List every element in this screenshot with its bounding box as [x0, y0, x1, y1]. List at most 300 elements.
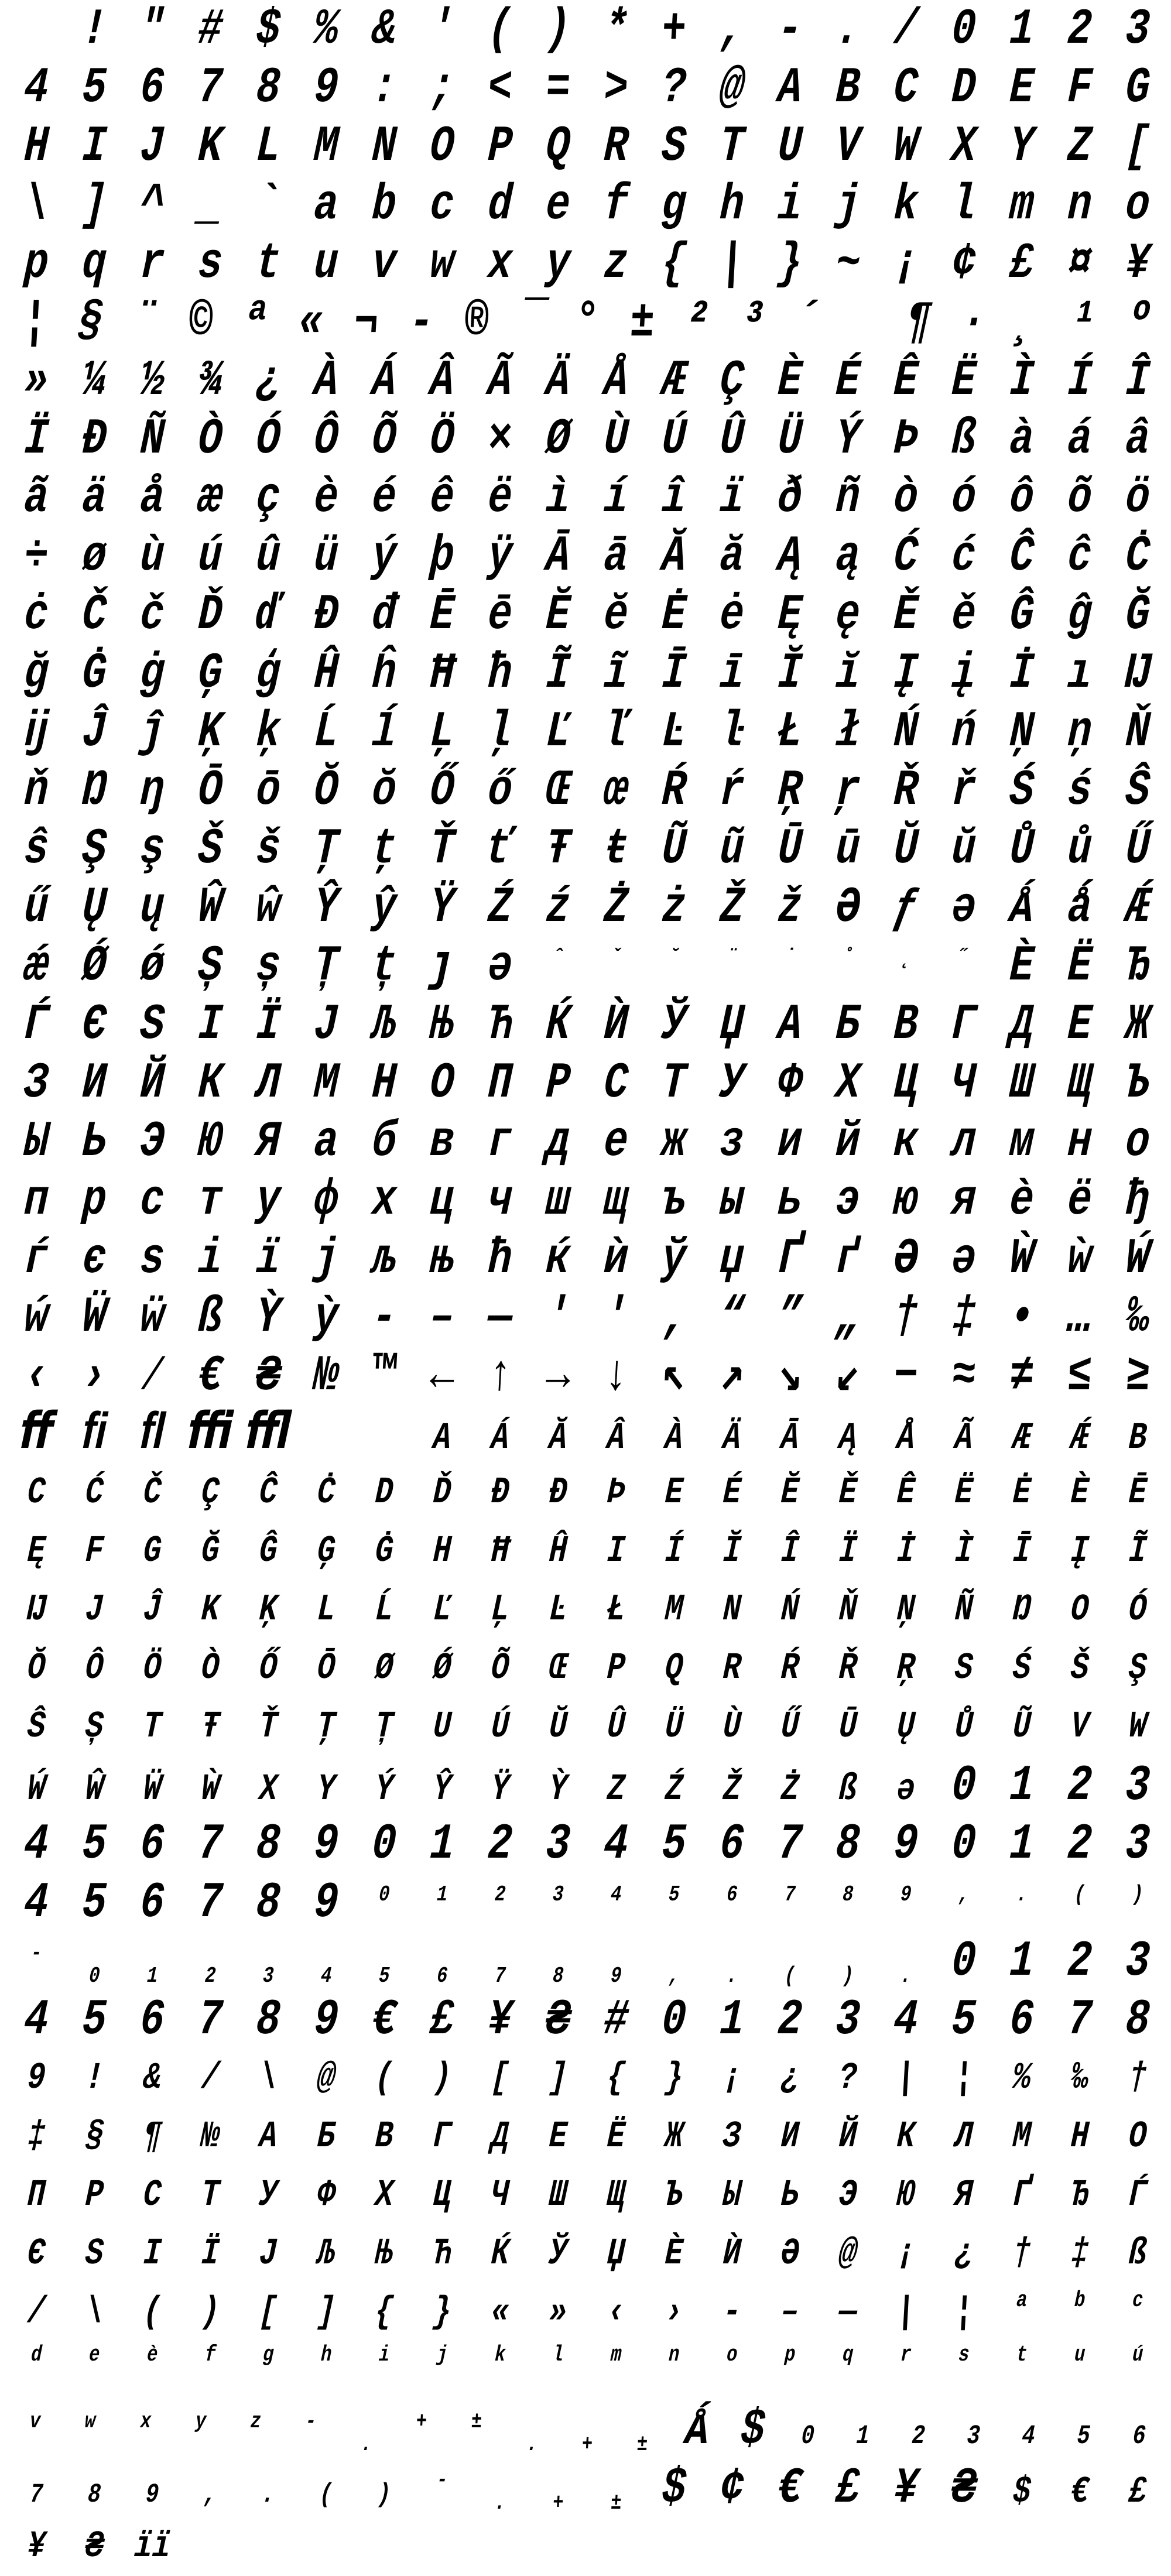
glyph-cell: Ѝ: [721, 2233, 742, 2275]
glyph-cell: ¸: [1015, 293, 1043, 351]
glyph-cell: Ĕ: [544, 586, 572, 643]
glyph-cell: ↙: [834, 1347, 862, 1405]
glyph-cell: Ğ: [200, 1530, 221, 1573]
glyph-cell: ˚: [841, 946, 854, 971]
glyph-cell: ж: [660, 1113, 688, 1170]
glyph-cell: ⁄: [138, 1347, 166, 1405]
glyph-cell: Ц: [432, 2174, 453, 2217]
glyph-cell: G: [1124, 59, 1152, 117]
glyph-cell: İ: [895, 1530, 916, 1573]
glyph-cell: 8: [254, 1815, 282, 1873]
glyph-cell: †: [1127, 2057, 1148, 2099]
glyph-cell: ż: [660, 879, 688, 936]
glyph-cell: ≤: [1066, 1347, 1094, 1405]
glyph-cell: Ó: [1127, 1589, 1148, 1631]
glyph-cell: É: [721, 1472, 742, 1514]
glyph-row: [6, 117, 1165, 176]
glyph-cell: W: [892, 118, 920, 175]
glyph-row: [6, 351, 1165, 410]
glyph-cell: Ŗ: [895, 1647, 916, 1690]
glyph-cell: Ũ: [660, 820, 688, 878]
glyph-cell: д: [544, 1113, 572, 1170]
glyph-cell: U: [432, 1706, 453, 1748]
glyph-cell: S: [660, 118, 688, 175]
glyph-cell: 8: [1124, 1991, 1152, 2049]
glyph-cell: в: [428, 1113, 456, 1170]
glyph-cell: Ō: [196, 762, 224, 819]
glyph-cell: K: [200, 1589, 221, 1631]
glyph-cell: h: [718, 176, 746, 234]
glyph-cell: Ċ: [316, 1472, 337, 1514]
glyph-cell: E: [663, 1472, 684, 1514]
glyph-row: [6, 878, 1165, 937]
glyph-cell: ç: [254, 469, 282, 526]
glyph-cell: Д: [489, 2116, 511, 2158]
glyph-row: [6, 1522, 1165, 1581]
glyph-cell: Ģ: [316, 1530, 337, 1573]
glyph-cell: y: [544, 235, 572, 292]
glyph-cell: Á: [489, 1417, 511, 1460]
glyph-cell: Ñ: [138, 410, 166, 468]
glyph-cell: П: [26, 2174, 47, 2217]
glyph-cell: Â: [428, 352, 456, 409]
glyph-cell: ǻ: [1066, 879, 1094, 936]
glyph-cell: Ш: [547, 2174, 569, 2217]
glyph-cell: Ś: [1008, 762, 1036, 819]
glyph-cell: ‐: [721, 2291, 742, 2334]
glyph-row: [6, 293, 1165, 351]
glyph-cell: э: [834, 1171, 862, 1229]
glyph-cell: ‰: [1124, 1289, 1152, 1346]
glyph-cell: i: [776, 176, 804, 234]
glyph-cell: ↘: [776, 1347, 804, 1405]
glyph-cell: ¦: [953, 2291, 974, 2334]
glyph-cell: r: [138, 235, 166, 292]
glyph-cell: »: [547, 2291, 569, 2334]
glyph-cell: ą: [834, 527, 862, 585]
glyph-cell: ₴: [544, 1991, 572, 2049]
glyph-cell: ı: [1066, 645, 1094, 702]
glyph-cell: |: [718, 235, 746, 292]
glyph-cell: m: [610, 2342, 622, 2368]
glyph-cell: Ĺ: [312, 703, 340, 761]
glyph-cell: Ç: [718, 352, 746, 409]
glyph-cell: s: [957, 2342, 970, 2368]
glyph-cell: Ģ: [196, 645, 224, 702]
glyph-row: [6, 59, 1165, 117]
glyph-cell: Ą: [837, 1417, 858, 1460]
glyph-cell: ~: [834, 235, 862, 292]
glyph-cell: ®: [463, 293, 491, 351]
glyph-cell: ): [544, 1, 572, 58]
glyph-cell: а: [312, 1113, 340, 1170]
glyph-cell: Ļ: [489, 1589, 511, 1631]
glyph-cell: £: [1127, 2471, 1148, 2513]
glyph-cell: №: [312, 1347, 340, 1405]
glyph-cell: ŕ: [718, 762, 746, 819]
glyph-cell: ь: [776, 1171, 804, 1229]
glyph-cell: Ö: [428, 410, 456, 468]
glyph-cell: ↑: [486, 1347, 514, 1405]
glyph-cell: 5: [660, 1815, 688, 1873]
glyph-cell: ¡: [721, 2057, 742, 2099]
glyph-cell: í: [602, 469, 630, 526]
glyph-row: [6, 527, 1165, 585]
glyph-cell: ﬁ: [80, 1406, 108, 1463]
glyph-cell: ﬃ: [186, 1406, 235, 1463]
glyph-cell: X: [258, 1769, 279, 1811]
glyph-cell: ›: [80, 1347, 108, 1405]
glyph-cell: 7: [494, 1964, 506, 1989]
glyph-cell: Â: [605, 1417, 626, 1460]
glyph-cell: Ï: [837, 1530, 858, 1573]
glyph-cell: F: [1066, 59, 1094, 117]
glyph-cell: з: [718, 1113, 746, 1170]
glyph-row: [6, 1756, 1165, 1815]
glyph-cell: ?: [837, 2057, 858, 2099]
glyph-cell: Ć: [892, 527, 920, 585]
glyph-cell: ğ: [22, 645, 50, 702]
glyph-cell: 1: [146, 1964, 159, 1989]
glyph-cell: У: [258, 2174, 279, 2217]
glyph-cell: |: [895, 2291, 916, 2334]
glyph-cell: І: [196, 996, 224, 1053]
glyph-cell: Ĵ: [80, 703, 108, 761]
glyph-row: [6, 1991, 1165, 2049]
glyph-cell: Ď: [196, 586, 224, 643]
glyph-cell: ŷ: [370, 879, 398, 936]
glyph-cell: 3: [1124, 1, 1152, 58]
glyph-cell: û: [254, 527, 282, 585]
glyph-cell: Ә: [779, 2233, 800, 2275]
glyph-row: [6, 0, 1165, 59]
glyph-cell: 9: [312, 1991, 340, 2049]
glyph-cell: 3: [1124, 1757, 1152, 1814]
glyph-cell: q: [80, 235, 108, 292]
glyph-cell: ð: [776, 469, 804, 526]
glyph-cell: -: [776, 1, 804, 58]
glyph-cell: 8: [87, 2479, 102, 2510]
glyph-cell: ę: [834, 586, 862, 643]
glyph-cell: Ǽ: [1069, 1417, 1090, 1460]
glyph-cell: N: [370, 118, 398, 175]
glyph-cell: 0: [950, 1933, 978, 1990]
glyph-cell: Ч: [950, 1054, 978, 1112]
glyph-cell: ë: [486, 469, 514, 526]
glyph-cell: õ: [1066, 469, 1094, 526]
glyph-cell: C: [26, 1472, 47, 1514]
glyph-cell: z: [602, 235, 630, 292]
glyph-cell: >: [602, 59, 630, 117]
glyph-cell: ģ: [254, 645, 282, 702]
glyph-cell: ‰: [1069, 2057, 1090, 2099]
glyph-cell: Г: [950, 996, 978, 1053]
glyph-cell: Я: [953, 2174, 974, 2217]
glyph-cell: Œ: [547, 1647, 569, 1690]
glyph-cell: î: [660, 469, 688, 526]
glyph-cell: Á: [370, 352, 398, 409]
glyph-cell: \: [84, 2291, 105, 2334]
glyph-cell: %: [1011, 2057, 1032, 2099]
glyph-row: [6, 2342, 1165, 2400]
glyph-cell: 1: [1008, 1815, 1036, 1873]
glyph-cell: D: [950, 59, 978, 117]
glyph-cell: ¯: [518, 293, 546, 351]
glyph-cell: Ę: [776, 586, 804, 643]
glyph-cell: Ĥ: [312, 645, 340, 702]
glyph-cell: ř: [950, 762, 978, 819]
glyph-cell: Ŵ: [84, 1769, 105, 1811]
glyph-cell: ä: [80, 469, 108, 526]
glyph-cell: Л: [953, 2116, 974, 2158]
glyph-cell: Q: [544, 118, 572, 175]
glyph-cell: Љ: [316, 2233, 337, 2275]
glyph-cell: Ґ: [776, 1230, 804, 1287]
glyph-cell: ‡: [1069, 2233, 1090, 2275]
glyph-cell: *: [602, 1, 630, 58]
glyph-cell: (: [486, 1, 514, 58]
glyph-cell: ¼: [80, 352, 108, 409]
glyph-cell: Ŷ: [312, 879, 340, 936]
glyph-cell: ő: [486, 762, 514, 819]
glyph-cell: ¥: [1124, 235, 1152, 292]
glyph-cell: 9: [26, 2057, 47, 2099]
glyph-cell: 8: [834, 1815, 862, 1873]
glyph-cell: ĝ: [1066, 586, 1094, 643]
glyph-cell: j: [834, 176, 862, 234]
glyph-cell: $: [1011, 2471, 1032, 2513]
glyph-cell: é: [370, 469, 398, 526]
glyph-cell: щ: [602, 1171, 630, 1229]
glyph-cell: Ы: [721, 2174, 742, 2217]
glyph-cell: Æ: [1011, 1417, 1032, 1460]
glyph-cell: Ŧ: [200, 1706, 221, 1748]
glyph-cell: ã: [22, 469, 50, 526]
glyph-cell: Ј: [258, 2233, 279, 2275]
glyph-cell: н: [1066, 1113, 1094, 1170]
glyph-cell: Ħ: [428, 645, 456, 702]
glyph-row: [6, 1405, 1165, 1464]
glyph-cell: @: [837, 2233, 858, 2275]
glyph-cell: Ŕ: [660, 762, 688, 819]
glyph-cell: z: [249, 2409, 262, 2434]
glyph-cell: 0: [950, 1757, 978, 1814]
glyph-cell: Ė: [660, 586, 688, 643]
glyph-cell: ×: [486, 410, 514, 468]
glyph-cell: ‹: [22, 1347, 50, 1405]
glyph-cell: 1: [1008, 1757, 1036, 1814]
glyph-cell: ©: [187, 293, 215, 351]
glyph-cell: ¿: [953, 2233, 974, 2275]
glyph-row: [6, 1464, 1165, 1522]
glyph-cell: Œ: [544, 762, 572, 819]
glyph-cell: o: [1124, 176, 1152, 234]
glyph-cell: Д: [1008, 996, 1036, 1053]
glyph-cell: љ: [370, 1230, 398, 1287]
glyph-cell: č: [138, 586, 166, 643]
glyph-cell: I: [605, 1530, 626, 1573]
glyph-cell: ə: [950, 879, 978, 936]
glyph-cell: Ţ: [316, 1706, 337, 1748]
glyph-cell: 5: [1076, 2421, 1091, 2451]
glyph-cell: Ф: [316, 2174, 337, 2217]
glyph-cell: Ź: [663, 1769, 684, 1811]
glyph-cell: J: [138, 118, 166, 175]
glyph-cell: ĕ: [602, 586, 630, 643]
glyph-cell: Ū: [837, 1706, 858, 1748]
glyph-cell: ђ: [1124, 1171, 1152, 1229]
glyph-cell: Э: [138, 1113, 166, 1170]
glyph-cell: M: [663, 1589, 684, 1631]
glyph-row: [6, 176, 1165, 234]
glyph-cell: †: [892, 1289, 920, 1346]
glyph-cell: ţ: [370, 820, 398, 878]
glyph-cell: Ŝ: [1124, 762, 1152, 819]
glyph-cell: ю: [892, 1171, 920, 1229]
glyph-cell: 7: [29, 2479, 44, 2510]
glyph-cell: B: [834, 59, 862, 117]
glyph-row: [6, 1698, 1165, 1756]
glyph-cell: ): [841, 1964, 854, 1989]
glyph-cell: ß: [1127, 2233, 1148, 2275]
glyph-cell: 2: [1066, 1815, 1094, 1873]
glyph-cell: $: [739, 2401, 767, 2458]
glyph-cell: £: [834, 2459, 862, 2517]
glyph-cell: ?: [660, 59, 688, 117]
glyph-cell: Ë: [953, 1472, 974, 1514]
glyph-cell: Ỳ: [547, 1769, 569, 1811]
glyph-cell: €: [1069, 2471, 1090, 2513]
glyph-cell: ô: [1008, 469, 1036, 526]
glyph-cell: Ґ: [1011, 2174, 1032, 2217]
glyph-cell: T: [718, 118, 746, 175]
glyph-cell: »: [22, 352, 50, 409]
glyph-cell: ß: [196, 1289, 224, 1346]
glyph-cell: š: [254, 820, 282, 878]
glyph-cell: Č: [80, 586, 108, 643]
glyph-cell: È: [1069, 1472, 1090, 1514]
glyph-cell: ¦: [953, 2057, 974, 2099]
glyph-row: [6, 2049, 1165, 2108]
glyph-cell: Ћ: [486, 996, 514, 1053]
glyph-cell: l: [950, 176, 978, 234]
glyph-cell: É: [834, 352, 862, 409]
glyph-cell: Ž: [721, 1769, 742, 1811]
glyph-cell: ё: [1066, 1171, 1094, 1229]
glyph-cell: §: [76, 293, 104, 351]
glyph-cell: Х: [374, 2174, 395, 2217]
glyph-cell: ș: [254, 937, 282, 995]
glyph-row: [6, 1112, 1165, 1171]
glyph-cell: Ђ: [1069, 2174, 1090, 2217]
glyph-cell: «: [489, 2291, 511, 2334]
glyph-cell: 7: [776, 1815, 804, 1873]
glyph-cell: ¡: [895, 2233, 916, 2275]
glyph-row: [6, 410, 1165, 468]
glyph-cell: Ь: [779, 2174, 800, 2217]
glyph-cell: ): [376, 2479, 392, 2510]
glyph-cell: Є: [80, 996, 108, 1053]
glyph-cell: ¡: [892, 235, 920, 292]
glyph-cell: 6: [138, 1815, 166, 1873]
glyph-cell: г: [486, 1113, 514, 1170]
glyph-cell: @: [316, 2057, 337, 2099]
glyph-cell: -: [436, 2468, 448, 2493]
glyph-cell: Ġ: [374, 1530, 395, 1573]
glyph-cell: Ў: [660, 996, 688, 1053]
glyph-cell: Ō: [316, 1647, 337, 1690]
glyph-cell: œ: [602, 762, 630, 819]
glyph-cell: Ð: [547, 1472, 569, 1514]
glyph-cell: Š: [196, 820, 224, 878]
glyph-cell: Ш: [1008, 1054, 1036, 1112]
glyph-cell: ‡: [26, 2116, 47, 2158]
glyph-cell: [: [489, 2057, 511, 2099]
glyph-cell: ă: [718, 527, 746, 585]
glyph-row: [6, 1229, 1165, 1288]
glyph-cell: \: [258, 2057, 279, 2099]
glyph-cell: ш: [544, 1171, 572, 1229]
glyph-cell: 2: [1066, 1757, 1094, 1814]
glyph-cell: Ю: [196, 1113, 224, 1170]
glyph-cell: e: [544, 176, 572, 234]
glyph-cell: Ň: [837, 1589, 858, 1631]
glyph-cell: ¥: [26, 2526, 47, 2568]
glyph-cell: 0: [660, 1991, 688, 2049]
glyph-cell: 9: [892, 1815, 920, 1873]
glyph-cell: Š: [1069, 1647, 1090, 1690]
glyph-cell: \: [22, 176, 50, 234]
glyph-cell: Ř: [837, 1647, 858, 1690]
glyph-cell: 2: [910, 2421, 926, 2451]
glyph-cell: 5: [950, 1991, 978, 2049]
glyph-cell: /: [26, 2291, 47, 2334]
glyph-cell: ě: [950, 586, 978, 643]
glyph-cell: Ẁ: [200, 1769, 221, 1811]
glyph-row: [6, 1581, 1165, 1639]
glyph-cell: ћ: [486, 1230, 514, 1287]
glyph-cell: ť: [486, 820, 514, 878]
glyph-cell: ]: [80, 176, 108, 234]
glyph-cell: @: [718, 59, 746, 117]
glyph-cell: Ё: [1066, 937, 1094, 995]
glyph-cell: X: [950, 118, 978, 175]
glyph-cell: c: [1131, 2288, 1144, 2313]
glyph-cell: ц: [428, 1171, 456, 1229]
glyph-cell: Ű: [779, 1706, 800, 1748]
glyph-cell: Ќ: [544, 996, 572, 1053]
glyph-cell: Ř: [892, 762, 920, 819]
glyph-cell: 0: [950, 1815, 978, 1873]
glyph-cell: ѕ: [138, 1230, 166, 1287]
glyph-cell: ỳ: [312, 1289, 340, 1346]
glyph-cell: 4: [1021, 2421, 1036, 2451]
glyph-cell: Ý: [374, 1769, 395, 1811]
glyph-cell: Ŀ: [660, 703, 688, 761]
glyph-cell: З: [22, 1054, 50, 1112]
glyph-cell: L: [254, 118, 282, 175]
glyph-cell: ↓: [602, 1347, 630, 1405]
glyph-cell: Õ: [370, 410, 398, 468]
glyph-cell: ñ: [834, 469, 862, 526]
glyph-cell: М: [312, 1054, 340, 1112]
glyph-cell: ˛: [899, 946, 912, 971]
glyph-cell: ˝: [957, 946, 970, 971]
glyph-cell: F: [84, 1530, 105, 1573]
glyph-cell: â: [1124, 410, 1152, 468]
glyph-cell: ĳ: [22, 703, 50, 761]
glyph-cell: 7: [196, 1815, 224, 1873]
